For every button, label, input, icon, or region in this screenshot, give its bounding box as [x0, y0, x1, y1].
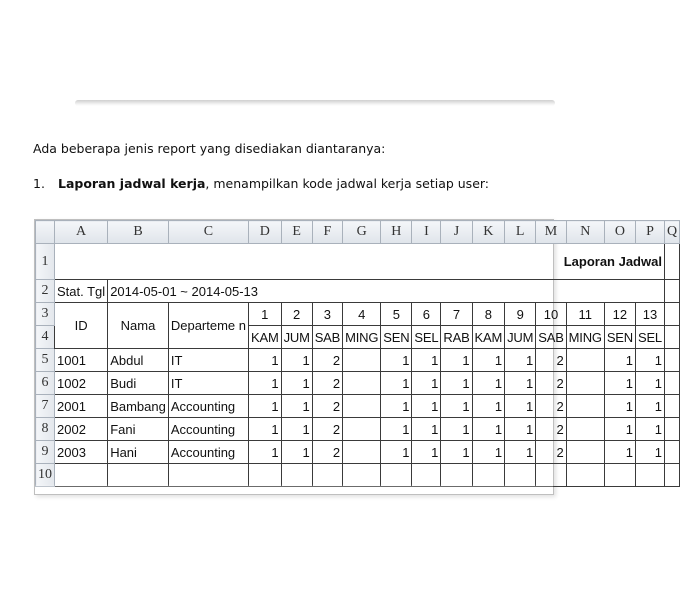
day-number: 5: [381, 303, 412, 326]
cell-schedule-code: 2: [312, 418, 342, 441]
row-header: 6: [36, 372, 55, 395]
day-name: MING: [343, 326, 381, 349]
cell-schedule-code: 2: [312, 349, 342, 372]
column-header: M: [536, 221, 566, 244]
cell-schedule-code: 1: [249, 418, 282, 441]
list-item: [33, 176, 489, 191]
intro-text: Ada beberapa jenis report yang disediakan diantaranya:: [33, 141, 386, 156]
cell-nama: Budi: [108, 372, 169, 395]
list-item-text: , menampilkan kode jadwal kerja setiap user:: [205, 176, 490, 191]
cell: [664, 280, 679, 303]
cell: [664, 349, 679, 372]
report-title: Laporan Jadwal: [55, 244, 665, 280]
day-name: RAB: [441, 326, 472, 349]
day-name: SEN: [381, 326, 412, 349]
row-header: 1: [36, 244, 55, 280]
cell-schedule-code: 1: [281, 418, 312, 441]
cell-id: 2003: [55, 441, 108, 464]
column-header: C: [168, 221, 248, 244]
cell-schedule-code: 1: [281, 395, 312, 418]
cell-schedule-code: 1: [472, 418, 505, 441]
day-number: 9: [505, 303, 536, 326]
cell-schedule-code: 1: [412, 349, 441, 372]
cell: [664, 418, 679, 441]
cell: [664, 372, 679, 395]
day-number: 2: [281, 303, 312, 326]
day-number: 7: [441, 303, 472, 326]
day-name: KAM: [472, 326, 505, 349]
column-header: I: [412, 221, 441, 244]
column-header: J: [441, 221, 472, 244]
cell: [566, 464, 604, 487]
cell: [635, 464, 664, 487]
cell-schedule-code: 1: [249, 441, 282, 464]
cell-schedule-code: 1: [412, 372, 441, 395]
cell-schedule-code: 2: [536, 395, 566, 418]
cell-schedule-code: [566, 395, 604, 418]
column-header: G: [343, 221, 381, 244]
cell-schedule-code: 1: [381, 372, 412, 395]
cell-schedule-code: 1: [635, 418, 664, 441]
cell-nama: Fani: [108, 418, 169, 441]
day-name: SAB: [536, 326, 566, 349]
cell: [664, 464, 679, 487]
column-header: P: [635, 221, 664, 244]
cell-schedule-code: 2: [312, 372, 342, 395]
cell-schedule-code: 1: [249, 395, 282, 418]
column-header: Q: [664, 221, 679, 244]
cell-schedule-code: 1: [381, 349, 412, 372]
sheet-row: [36, 280, 680, 303]
day-number: 11: [566, 303, 604, 326]
cell-schedule-code: 2: [536, 372, 566, 395]
cell-schedule-code: 1: [281, 441, 312, 464]
cell-schedule-code: 1: [441, 349, 472, 372]
column-header: H: [381, 221, 412, 244]
cell-schedule-code: 1: [505, 395, 536, 418]
row-header: 8: [36, 418, 55, 441]
cell-nama: Bambang: [108, 395, 169, 418]
cell: [664, 244, 679, 280]
cell-schedule-code: [343, 349, 381, 372]
cell: [664, 441, 679, 464]
row-header: 4: [36, 326, 55, 349]
date-range: 2014-05-01 ~ 2014-05-13: [108, 280, 665, 303]
cell-schedule-code: [566, 441, 604, 464]
cell-schedule-code: 1: [472, 441, 505, 464]
day-number: 3: [312, 303, 342, 326]
cell-schedule-code: [343, 395, 381, 418]
cell-schedule-code: 1: [472, 349, 505, 372]
cell-schedule-code: 1: [441, 395, 472, 418]
page-divider: [75, 100, 555, 106]
data-row: [36, 349, 680, 372]
cell-schedule-code: 1: [441, 418, 472, 441]
cell-schedule-code: 1: [635, 349, 664, 372]
day-number: 13: [635, 303, 664, 326]
cell-schedule-code: 1: [412, 441, 441, 464]
column-header-row: [36, 221, 680, 244]
header-nama: Nama: [108, 303, 169, 349]
row-header: 5: [36, 349, 55, 372]
cell-schedule-code: [566, 372, 604, 395]
cell-schedule-code: 1: [604, 418, 635, 441]
column-header: O: [604, 221, 635, 244]
day-number: 6: [412, 303, 441, 326]
cell-schedule-code: 1: [249, 372, 282, 395]
day-name: SEN: [604, 326, 635, 349]
cell-schedule-code: 1: [505, 349, 536, 372]
cell-schedule-code: [343, 372, 381, 395]
cell: [664, 326, 679, 349]
header-id: ID: [55, 303, 108, 349]
column-header: F: [312, 221, 342, 244]
sheet-row: [36, 244, 680, 280]
day-name: MING: [566, 326, 604, 349]
cell-dept: IT: [168, 372, 248, 395]
cell-schedule-code: 1: [441, 441, 472, 464]
cell-dept: Accounting: [168, 418, 248, 441]
cell-schedule-code: 1: [635, 372, 664, 395]
cell-schedule-code: 1: [604, 372, 635, 395]
cell-schedule-code: 1: [441, 372, 472, 395]
cell-schedule-code: 1: [281, 349, 312, 372]
cell-schedule-code: 1: [472, 372, 505, 395]
day-name: SEL: [412, 326, 441, 349]
cell-schedule-code: 1: [604, 395, 635, 418]
cell: [664, 395, 679, 418]
data-row: [36, 418, 680, 441]
cell-schedule-code: [566, 349, 604, 372]
cell-dept: Accounting: [168, 441, 248, 464]
bottom-fade: [35, 484, 553, 494]
row-header: 3: [36, 303, 55, 326]
column-header: A: [55, 221, 108, 244]
cell-schedule-code: 1: [249, 349, 282, 372]
spreadsheet-table: [35, 220, 680, 487]
column-header: D: [249, 221, 282, 244]
column-header: B: [108, 221, 169, 244]
cell-schedule-code: 2: [536, 441, 566, 464]
cell-id: 2001: [55, 395, 108, 418]
column-header: N: [566, 221, 604, 244]
cell-schedule-code: 2: [312, 395, 342, 418]
row-header: 10: [36, 464, 55, 487]
day-name: JUM: [505, 326, 536, 349]
cell-schedule-code: 1: [635, 441, 664, 464]
column-header: E: [281, 221, 312, 244]
day-number: 4: [343, 303, 381, 326]
cell-id: 1001: [55, 349, 108, 372]
day-name: SEL: [635, 326, 664, 349]
cell-schedule-code: 2: [312, 441, 342, 464]
row-header: 2: [36, 280, 55, 303]
cell-schedule-code: 1: [505, 372, 536, 395]
list-number: 1.: [33, 176, 45, 191]
cell-schedule-code: 1: [381, 418, 412, 441]
cell-schedule-code: [566, 418, 604, 441]
day-number: 10: [536, 303, 566, 326]
data-row: [36, 372, 680, 395]
day-name: JUM: [281, 326, 312, 349]
header-departemen: Departeme n: [168, 303, 248, 349]
cell-schedule-code: [343, 418, 381, 441]
sheet-row: [36, 303, 680, 326]
day-number: 1: [249, 303, 282, 326]
cell-schedule-code: [343, 441, 381, 464]
row-header: 7: [36, 395, 55, 418]
cell-id: 1002: [55, 372, 108, 395]
spreadsheet-image: [34, 219, 678, 495]
cell-schedule-code: 1: [472, 395, 505, 418]
cell-schedule-code: 1: [281, 372, 312, 395]
cell-schedule-code: 1: [412, 418, 441, 441]
cell-schedule-code: 1: [412, 395, 441, 418]
cell-schedule-code: 2: [536, 418, 566, 441]
column-header: K: [472, 221, 505, 244]
cell: [604, 464, 635, 487]
row-header: 9: [36, 441, 55, 464]
cell-schedule-code: 1: [604, 349, 635, 372]
cell-schedule-code: 1: [635, 395, 664, 418]
select-all-corner: [36, 221, 55, 244]
cell-schedule-code: 2: [536, 349, 566, 372]
day-name: KAM: [249, 326, 282, 349]
cell-schedule-code: 1: [505, 441, 536, 464]
data-row: [36, 395, 680, 418]
day-name: SAB: [312, 326, 342, 349]
cell-nama: Hani: [108, 441, 169, 464]
day-number: 12: [604, 303, 635, 326]
column-header: L: [505, 221, 536, 244]
cell-dept: Accounting: [168, 395, 248, 418]
cell-dept: IT: [168, 349, 248, 372]
cell-nama: Abdul: [108, 349, 169, 372]
cell-schedule-code: 1: [604, 441, 635, 464]
cell-schedule-code: 1: [381, 441, 412, 464]
cell-id: 2002: [55, 418, 108, 441]
data-row: [36, 441, 680, 464]
cell: [664, 303, 679, 326]
day-number: 8: [472, 303, 505, 326]
cell-schedule-code: 1: [381, 395, 412, 418]
list-item-bold: Laporan jadwal kerja: [58, 176, 206, 191]
cell-schedule-code: 1: [505, 418, 536, 441]
stat-label: Stat. Tgl: [55, 280, 108, 303]
